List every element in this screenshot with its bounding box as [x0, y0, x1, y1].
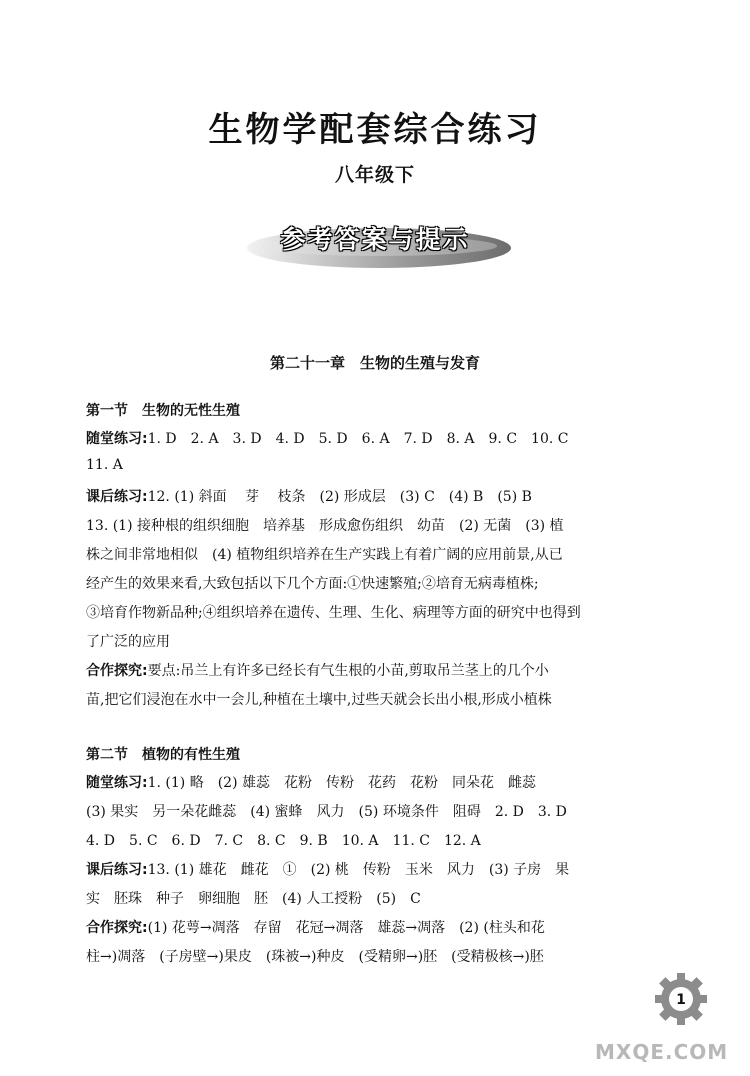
answer-line	[86, 917, 666, 937]
line-text: 了广泛的应用	[86, 634, 170, 650]
page-number-gear-icon	[652, 970, 710, 1028]
line-text: 经产生的效果来看,大致包括以下几个方面:①快速繁殖;②培育无病毒植株;	[86, 576, 539, 592]
answer-banner-title: 参考答案与提示	[280, 225, 470, 254]
answer-line	[86, 859, 666, 879]
book-title: 生物学配套综合练习	[208, 110, 542, 150]
line-label: 随堂练习:	[86, 775, 148, 791]
line-label: 课后练习:	[86, 489, 148, 505]
line-text: 1. D 2. A 3. D 4. D 5. D 6. A 7. D 8. A 9. C 10. C	[147, 431, 569, 447]
answer-line	[86, 689, 666, 709]
answer-line	[86, 772, 666, 792]
line-text: 株之间非常地相似 (4) 植物组织培养在生产实践上有着广阔的应用前景,从已	[86, 547, 563, 563]
line-text: ③培育作物新品种;④组织培养在遗传、生理、生化、病理等方面的研究中也得到	[86, 605, 581, 621]
answer-line	[86, 457, 666, 473]
answer-line	[86, 544, 666, 564]
line-label: 课后练习:	[86, 862, 148, 878]
line-text: (3) 果实 另一朵花雌蕊 (4) 蜜蜂 风力 (5) 环境条件 阻碍 2. D 3. D	[86, 804, 567, 820]
line-text: 1. (1) 略 (2) 雄蕊 花粉 传粉 花药 花粉 同朵花 雌蕊	[147, 775, 536, 791]
page-number: 1	[676, 992, 686, 1008]
line-text: 11. A	[86, 457, 123, 473]
line-text: (1) 花萼→凋落 存留 花冠→凋落 雄蕊→凋落 (2) (柱头和花	[147, 920, 545, 936]
line-text: 12. (1) 斜面 芽 枝条 (2) 形成层 (3) C (4) B (5) B	[147, 489, 532, 505]
line-text: 13. (1) 雄花 雌花 ① (2) 桃 传粉 玉米 风力 (3) 子房 果	[147, 862, 570, 878]
line-text: 13. (1) 接种根的组织细胞 培养基 形成愈伤组织 幼苗 (2) 无菌 (3) 植	[86, 518, 564, 534]
line-text: 4. D 5. C 6. D 7. C 8. C 9. B 10. A 11. C 12. A	[86, 833, 481, 849]
answer-line	[86, 801, 666, 821]
answer-line	[86, 486, 666, 506]
line-label: 合作探究:	[86, 920, 148, 936]
answer-line	[86, 946, 666, 966]
section1-title: 第一节 生物的无性生殖	[86, 403, 240, 419]
answer-line	[86, 515, 666, 535]
chapter-heading: 第二十一章 生物的生殖与发育	[269, 354, 480, 372]
grade-subtitle: 八年级下	[334, 164, 415, 186]
line-text: 苗,把它们浸泡在水中一会儿,种植在土壤中,过些天就会长出小根,形成小植株	[86, 692, 552, 708]
section2-title: 第二节 植物的有性生殖	[86, 747, 240, 763]
line-label: 随堂练习:	[86, 431, 148, 447]
site-watermark: MXQE.COM	[595, 1040, 729, 1064]
answer-line	[86, 888, 666, 908]
answer-line	[86, 602, 666, 622]
line-text: 要点:吊兰上有许多已经长有气生根的小苗,剪取吊兰茎上的几个小	[147, 663, 549, 679]
answer-line	[86, 573, 666, 593]
answer-line	[86, 660, 666, 680]
line-text: 实 胚珠 种子 卵细胞 胚 (4) 人工授粉 (5) C	[86, 891, 421, 907]
answer-line	[86, 631, 666, 651]
answer-line	[86, 830, 666, 850]
answer-line	[86, 428, 666, 448]
line-label: 合作探究:	[86, 663, 148, 679]
line-text: 柱→)凋落 (子房壁→)果皮 (珠被→)种皮 (受精卵→)胚 (受精极核→)胚	[86, 949, 544, 965]
